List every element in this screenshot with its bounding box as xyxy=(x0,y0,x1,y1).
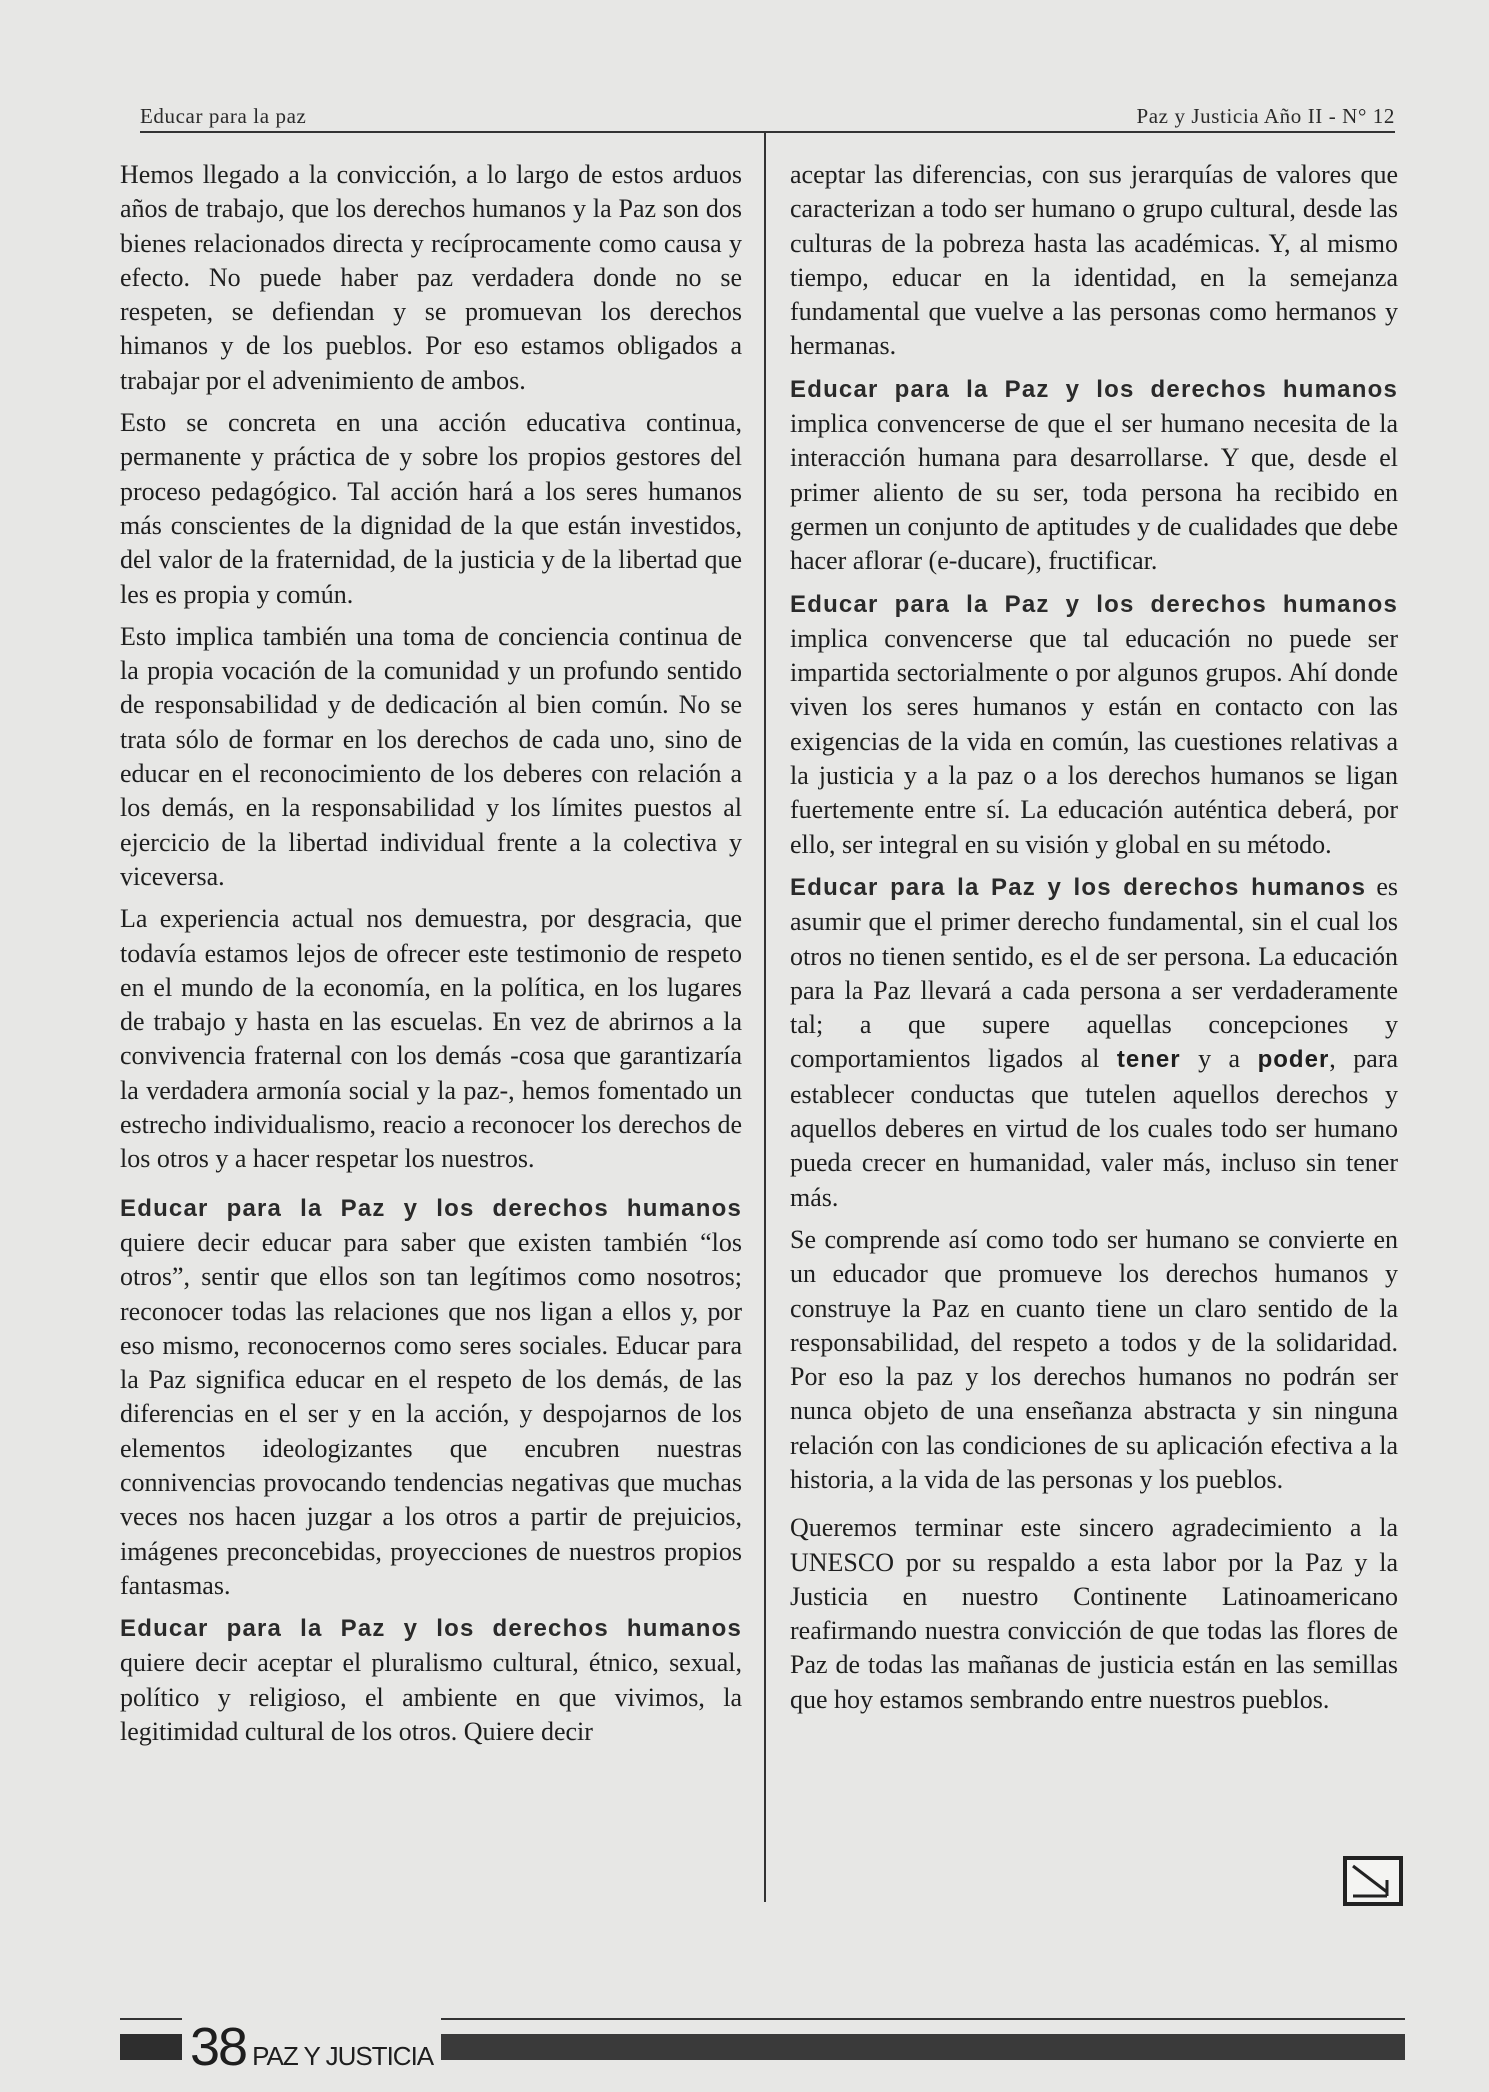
paragraph-lead: Educar para la Paz y los derechos humanos xyxy=(790,375,1398,403)
paragraph: Esto implica también una toma de conciencia continua de la propia vocación de la comunidad y un profundo sentido de responsabilidad y de dedicación al bien común. No se trata sólo de formar en los derechos de cada uno, sino de educar en el reconocimiento de los deberes con relación a los demás, en la responsabilidad y los límites puestos al ejercicio de la libertad individual frente a la colectiva y viceversa. xyxy=(120,621,742,891)
footer-label xyxy=(182,2018,441,2076)
paragraph: Educar para la Paz y los derechos humanos implica convencerse de que el ser humano necesita de la interacción humana para desarrollarse. Y que, desde el primer aliento de su ser, toda persona ha recibido en germen un conjunto de aptitudes y de cualidades que debe hacer aflorar (e-ducare), fructificar. xyxy=(790,375,1398,576)
end-of-article-box-icon xyxy=(1343,1856,1403,1906)
paragraph: Educar para la Paz y los derechos humanos es asumir que el primer derecho fundamental, sin el cual los otros no tienen sentido, es el de ser persona. La educación para la Paz llevará a cada persona a ser verdaderamente tal; a que supere aquellas concepciones y comportamientos ligados al tener y a poder, para establecer conductas que tutelen aquellos derechos y aquellos deberes en virtud de los cuales todo ser humano pueda crecer en humanidad, valer más, incluso sin tener más. xyxy=(790,871,1398,1212)
paragraph-lead: Educar para la Paz y los derechos humanos xyxy=(790,590,1398,618)
magazine-name: PAZ Y JUSTICIA xyxy=(252,2041,434,2071)
header-rule xyxy=(140,131,1395,133)
paragraph: Educar para la Paz y los derechos humanos quiere decir aceptar el pluralismo cultural, étnico, sexual, político y religioso, el ambiente en que vivimos, la legitimidad cultural de los otros. Quiere decir xyxy=(120,1615,742,1747)
section-title: Educar para la paz xyxy=(140,104,307,128)
paragraph: Esto se concreta en una acción educativa continua, permanente y práctica de y sobre los propios gestores del proceso pedagógico. Tal acción hará a los seres humanos más conscientes de la dignidad de la que están investidos, del valor de la fraternidad, de la justicia y de la libertad que les es propia y común. xyxy=(120,408,742,609)
paragraph: Educar para la Paz y los derechos humanos quiere decir educar para saber que existen también “los otros”, sentir que ellos son tan legítimos como nosotros; reconocer todas las relaciones que nos ligan a ellos y, por eso mismo, reconocernos como seres sociales. Educar para la Paz significa educar en el respeto de los demás, de las diferencias en el ser y en la acción, y despojarnos de los elementos ideologizantes que encubren nuestras connivencias provocando tendencias negativas que muchas veces nos hacen juzgar a los otros a partir de prejuicios, imágenes preconcebidas, proyecciones de nuestros propios fantasmas. xyxy=(120,1194,742,1600)
paragraph: Hemos llegado a la convicción, a lo largo de estos arduos años de trabajo, que los derechos humanos y la Paz son dos bienes relacionados directa y recíprocamente como causa y efecto. No puede haber paz verdadera donde no se respeten, se defiendan y se promuevan los derechos himanos y de los pueblos. Por eso estamos obligados a trabajar por el advenimiento de ambos. xyxy=(120,160,742,395)
right-column xyxy=(790,158,1398,1903)
running-header xyxy=(140,100,1395,132)
page-number: 38 xyxy=(190,2017,247,2077)
footer-bar-block xyxy=(120,2034,182,2060)
paragraph: Queremos terminar este sincero agradecimiento a la UNESCO por su respaldo a esta labor por la Paz y la Justicia en nuestro Continente Latinoamericano reafirmando nuestra convicción de que todas las flores de Paz de todas las mañanas de justicia están en las semillas que hoy estamos sembrando entre nuestros pueblos. xyxy=(790,1513,1398,1714)
paragraph: La experiencia actual nos demuestra, por desgracia, que todavía estamos lejos de ofrecer este testimonio de respeto en el mundo de la economía, en la política, en los lugares de trabajo y hasta en las escuelas. En vez de abrirnos a la convivencia fraternal con los demás -cosa que garantizaría la verdadera armonía social y la paz-, hemos fomentado un estrecho individualismo, reacio a reconocer los derechos de los otros y a hacer respetar los nuestros. xyxy=(120,904,742,1174)
paragraph-lead: Educar para la Paz y los derechos humanos xyxy=(790,873,1367,901)
paragraph: Se comprende así como todo ser humano se convierte en un educador que promueve los derechos humanos y construye la Paz en cuanto tiene un claro sentido de la responsabilidad, del respeto a todos y de la solidaridad. Por eso la paz y los derechos humanos no podrán ser nunca objeto de una enseñanza abstracta y sin ninguna relación con las condiciones de su aplicación efectiva a la historia, a la vida de las personas y los pueblos. xyxy=(790,1224,1398,1494)
emphasis-poder: poder xyxy=(1257,1046,1330,1074)
column-divider xyxy=(764,132,766,1902)
left-column xyxy=(120,158,742,1903)
paragraph-lead: Educar para la Paz y los derechos humanos xyxy=(120,1194,742,1222)
paragraph: Educar para la Paz y los derechos humanos implica convencerse que tal educación no puede ser impartida sectorialmente o por algunos grupos. Ahí donde viven los seres humanos y están en contacto con las exigencias de la vida en común, las cuestiones relativas a la justicia y a la paz o a los derechos humanos se ligan fuertemente entre sí. La educación auténtica deberá, por ello, ser integral en su visión y global en su método. xyxy=(790,590,1398,859)
emphasis-tener: tener xyxy=(1116,1046,1181,1074)
issue-info: Paz y Justicia Año II - N° 12 xyxy=(1136,104,1395,128)
paragraph: aceptar las diferencias, con sus jerarquías de valores que caracterizan a todo ser humano o grupo cultural, desde las culturas de la pobreza hasta las académicas. Y, al mismo tiempo, educar en la identidad, en la semejanza fundamental que vuelve a las personas como hermanos y hermanas. xyxy=(790,160,1398,361)
paragraph-lead: Educar para la Paz y los derechos humanos xyxy=(120,1615,742,1643)
